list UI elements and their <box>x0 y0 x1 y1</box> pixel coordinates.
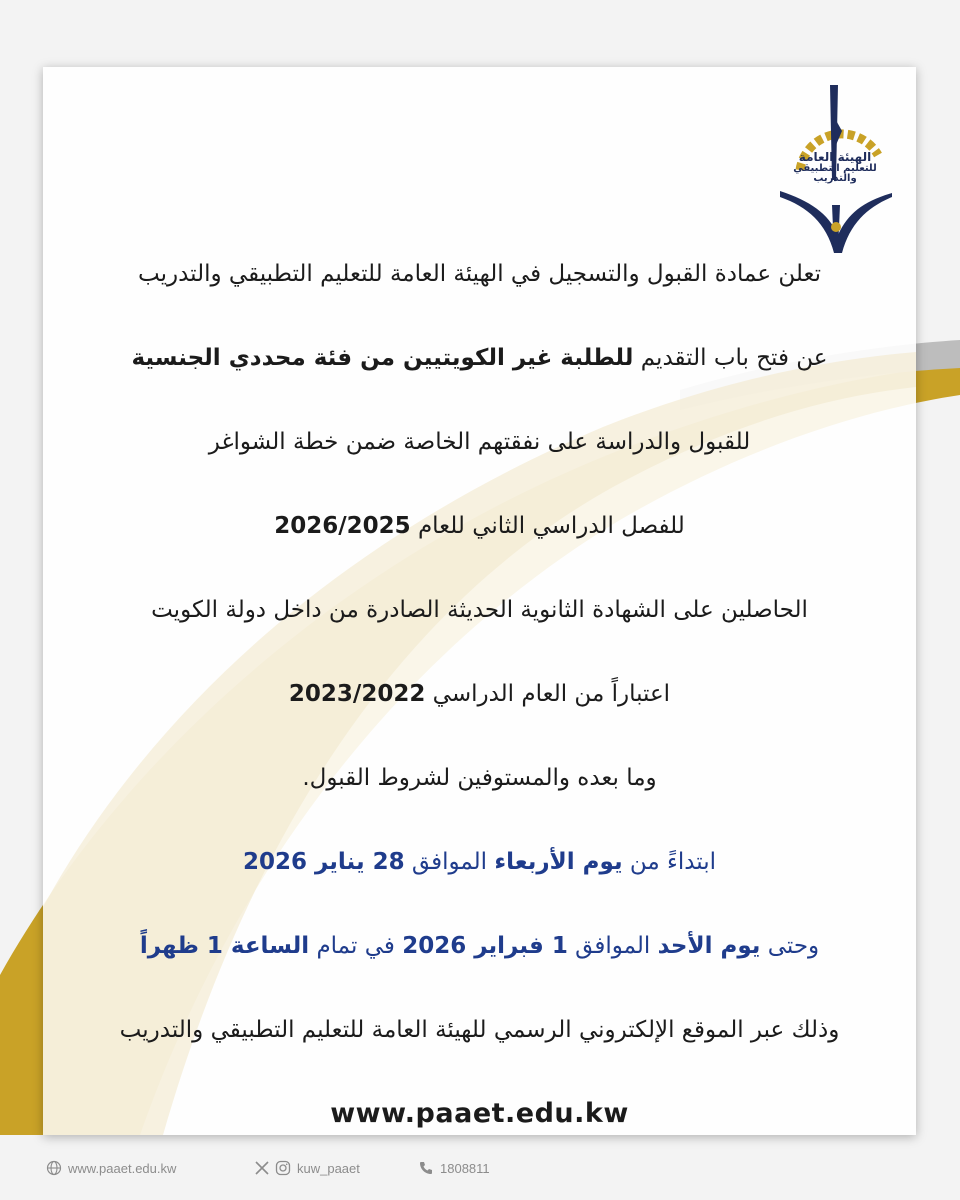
phone-icon <box>418 1160 434 1176</box>
line-1: تعلن عمادة القبول والتسجيل في الهيئة العامة للتعليم التطبيقي والتدريب <box>137 261 822 287</box>
line-5: الحاصلين على الشهادة الثانوية الحديثة الصادرة من داخل دولة الكويت <box>151 597 808 623</box>
footer-phone-text: 1808811 <box>440 1160 490 1176</box>
website-url-line <box>43 1072 916 1156</box>
footer-bar <box>0 1150 960 1186</box>
line-7: وما بعده والمستوفين لشروط القبول. <box>302 765 657 791</box>
instagram-icon <box>275 1160 291 1176</box>
x-icon <box>255 1161 269 1175</box>
line-3: للقبول والدراسة على نفقتهم الخاصة ضمن خطة الشواغر <box>208 429 751 455</box>
line-2: عن فتح باب التقديم للطلبة غير الكويتيين من فئة محددي الجنسية <box>131 345 828 371</box>
footer-website[interactable] <box>46 1160 176 1176</box>
year-2022-2023: 2023/2022 <box>288 681 426 707</box>
logo-line-1: الهيئة العامة <box>798 150 872 164</box>
start-date-line: ابتداءً من يوم الأربعاء الموافق 28 يناير 2026 <box>242 849 717 875</box>
line-10: وذلك عبر الموقع الإلكتروني الرسمي للهيئة العامة للتعليم التطبيقي والتدريب <box>119 1017 840 1043</box>
year-2025-2026: 2026/2025 <box>274 513 411 539</box>
announcement-body <box>43 232 916 1156</box>
footer-website-text: www.paaet.edu.kw <box>68 1160 177 1176</box>
line-4: للفصل الدراسي الثاني للعام 2026/2025 <box>274 513 685 539</box>
logo-line-2: للتعليم التطبيقي والتدريب <box>793 162 877 185</box>
logo-wordmark <box>781 151 889 185</box>
footer-phone[interactable] <box>418 1160 490 1176</box>
footer-social[interactable] <box>255 1160 360 1176</box>
end-date-line: وحتى يوم الأحد الموافق 1 فبراير 2026 في تمام الساعة 1 ظهراً <box>139 933 820 959</box>
globe-icon <box>46 1160 62 1176</box>
footer-social-text: kuw_paaet <box>297 1160 360 1176</box>
website-url[interactable]: www.paaet.edu.kw <box>330 1098 629 1129</box>
announcement-card <box>43 67 916 1135</box>
line-6: اعتباراً من العام الدراسي 2023/2022 <box>288 681 671 707</box>
